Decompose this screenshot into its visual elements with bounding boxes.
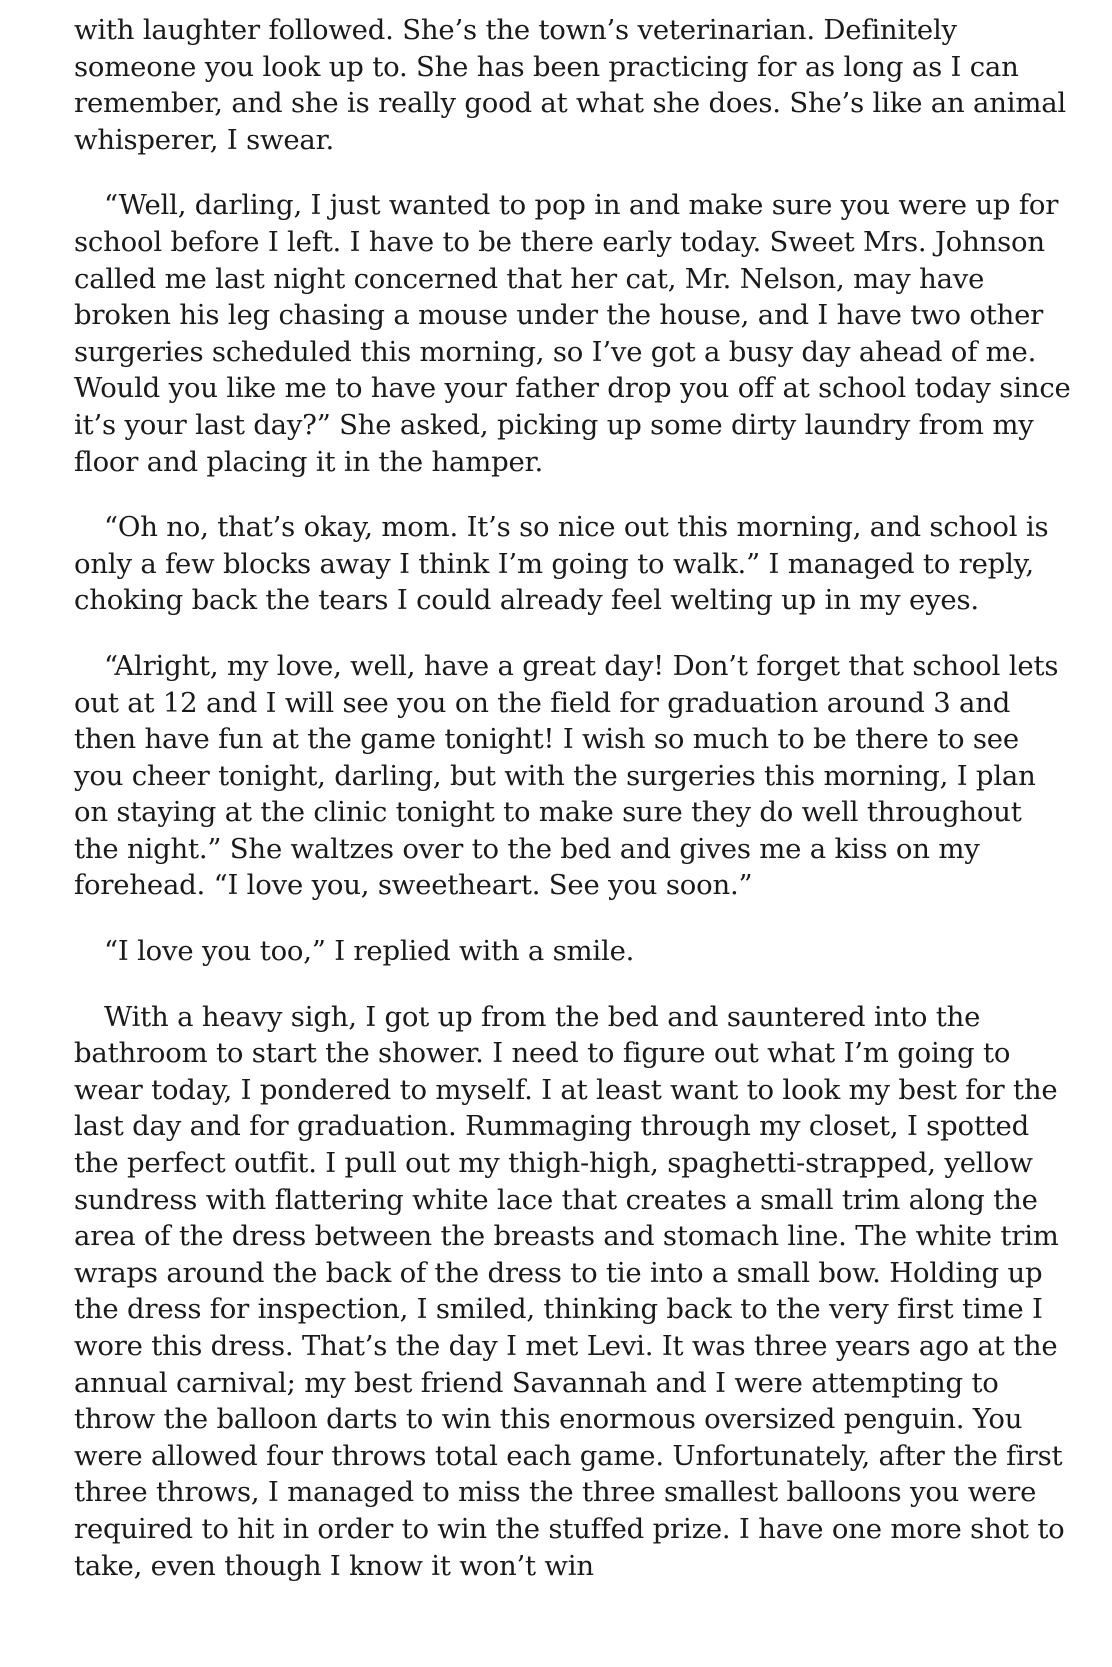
paragraph-1: with laughter followed. She’s the town’s veterinarian. Definitely someone you look up to. She has been practicing for as long as I can remember, and she is really good at what she does. She’s like an animal whisperer, I swear. [74, 14, 1067, 156]
paragraph-3: “Oh no, that’s okay, mom. It’s so nice out this morning, and school is only a few blocks away I think I’m going to walk.” I managed to reply, choking back the tears I could already feel welting up in my eyes. [74, 511, 1049, 617]
document-page [74, 12, 1074, 1613]
paragraph-2: “Well, darling, I just wanted to pop in and make sure you were up for school before I left. I have to be there early today. Sweet Mrs. Johnson called me last night concerned that her cat, Mr. Nelson, may have broken his leg chasing a mouse under the house, and I have two other surgeries scheduled this morning, so I’ve got a busy day ahead of me. Would you like me to have your father drop you off at school today since it’s your last day?” She asked, picking up some dirty laundry from my floor and placing it in the hamper. [74, 189, 1071, 478]
paragraph-5: “I love you too,” I replied with a smile. [104, 935, 635, 968]
paragraph-6: With a heavy sigh, I got up from the bed and sauntered into the bathroom to start the shower. I need to figure out what I’m going to wear today, I pondered to myself. I at least want to look my best for the last day and for graduation. Rummaging through my closet, I spotted the perfect outfit. I pull out my thigh-high, spaghetti-strapped, yellow sundress with flattering white lace that creates a small trim along the area of the dress between the breasts and stomach line. The white trim wraps around the back of the dress to tie into a small bow. Holding up the dress for inspection, I smiled, thinking back to the very first time I wore this dress. That’s the day I met Levi. It was three years ago at the annual carnival; my best friend Savannah and I were attempting to throw the balloon darts to win this enormous oversized penguin. You were allowed four throws total each game. Unfortunately, after the first three throws, I managed to miss the three smallest balloons you were required to hit in order to win the stuffed prize. I have one more shot to take, even though I know it won’t win [74, 1000, 1065, 1582]
paragraph-4: “Alright, my love, well, have a great day! Don’t forget that school lets out at 12 and I will see you on the field for graduation around 3 and then have fun at the game tonight! I wish so much to be there to see you cheer tonight, darling, but with the surgeries this morning, I plan on staying at the clinic tonight to make sure they do well throughout the night.” She waltzes over to the bed and gives me a kiss on my forehead. “I love you, sweetheart. See you soon.” [74, 649, 1059, 902]
